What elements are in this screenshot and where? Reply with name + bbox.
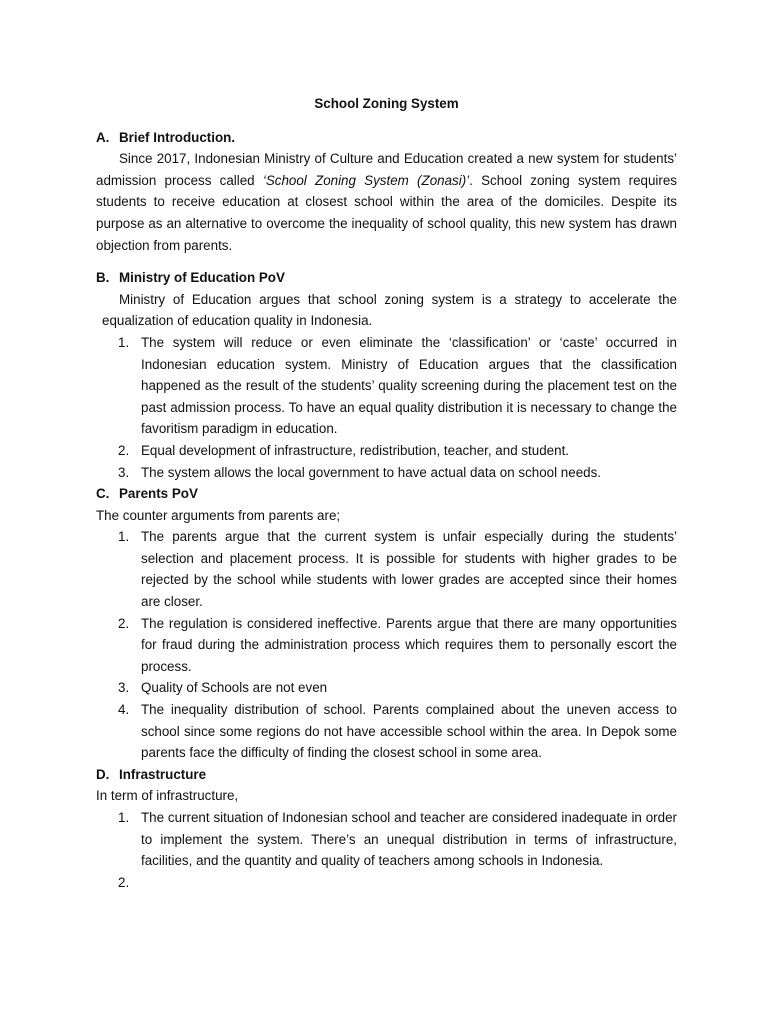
list-item — [96, 440, 677, 462]
spacer — [96, 256, 677, 267]
section-b-paragraph: Ministry of Education argues that school zoning system is a strategy to accelerate the equalization of education quality in Indonesia. — [102, 291, 677, 329]
list-item-text — [141, 872, 677, 894]
list-item-text: The current situation of Indonesian school and teacher are considered inadequate in order to implement the system. There’s an unequal distribution in terms of infrastructure, facilities, and the quantity and quality of teachers among schools in Indonesia. — [141, 810, 677, 869]
list-item-text: The parents argue that the current system is unfair especially during the students’ selection and placement process. It is possible for students with higher grades to be rejected by the school while students with lower grades are accepted since their homes are closer. — [141, 529, 677, 610]
paragraph-text: . School zoning system requires students to receive education at closest school within the area of the domiciles. Despite its purpose as an alternative to overcome the inequality of school quality, this new system has drawn objection from parents. — [96, 172, 677, 253]
list-item — [96, 807, 677, 872]
list-number: 2. — [118, 442, 130, 458]
list-item-text: The inequality distribution of school. Parents complained about the uneven access to school since some regions do not have accessible school within the area. In Depok some parents face the difficulty of finding the closest school in some area. — [141, 702, 677, 761]
section-heading-text: Ministry of Education PoV — [119, 270, 285, 286]
list-item-text: Quality of Schools are not even — [141, 680, 328, 696]
list-number: 2. — [118, 615, 130, 631]
section-letter: D. — [96, 766, 110, 782]
list-number: 1. — [118, 334, 130, 350]
list-item-text: Equal development of infrastructure, redistribution, teacher, and student. — [141, 442, 570, 458]
paragraph-italic-text: ‘School Zoning System (Zonasi)’ — [262, 172, 470, 188]
list-item — [96, 677, 677, 699]
document-body — [96, 93, 677, 893]
list-number: 1. — [118, 810, 130, 825]
section-d-heading — [96, 764, 677, 786]
section-c-list — [96, 526, 677, 764]
list-item — [96, 699, 677, 764]
list-item — [96, 332, 677, 440]
section-letter: B. — [96, 270, 110, 286]
list-number: 3. — [118, 464, 130, 480]
list-item — [96, 526, 677, 612]
list-item — [96, 613, 677, 678]
section-letter: C. — [96, 486, 110, 502]
list-item-text: The regulation is considered ineffective. Parents argue that there are many opportunities for fraud during the administration process which requires them to personally escort the process. — [141, 615, 677, 674]
section-d-list — [96, 807, 677, 893]
section-heading-text: Parents PoV — [119, 486, 198, 502]
section-heading-text: Brief Introduction. — [119, 129, 236, 145]
list-item-text: The system allows the local government to have actual data on school needs. — [141, 464, 602, 480]
section-d-paragraph: In term of infrastructure, — [96, 788, 239, 804]
section-a-paragraph — [96, 148, 677, 256]
list-number: 2. — [118, 874, 130, 890]
list-number: 1. — [118, 529, 130, 545]
section-letter: A. — [96, 129, 110, 145]
paragraph-text: Since 2017, Indonesian Ministry of Culture and Education created a new system for students’ admission process called — [96, 151, 677, 188]
list-number: 4. — [118, 702, 130, 718]
section-heading-text: Infrastructure — [119, 766, 207, 782]
section-b-heading — [96, 267, 677, 289]
list-number: 3. — [118, 680, 130, 696]
section-c-paragraph: The counter arguments from parents are; — [96, 507, 341, 523]
section-b-list — [96, 332, 677, 483]
section-a-heading — [96, 127, 677, 149]
section-c-heading — [96, 483, 677, 505]
list-item — [96, 462, 677, 484]
list-item-text: The system will reduce or even eliminate the ‘classification’ or ‘caste’ occurred in Indonesian education system. Ministry of Education argues that the classification happened as the result of the students’ quality screening during the placement test on the past admission process. To have an equal quality distribution it is necessary to change the favoritism paradigm in education. — [141, 334, 677, 437]
document-title: School Zoning System — [314, 96, 459, 111]
list-item — [96, 872, 677, 894]
